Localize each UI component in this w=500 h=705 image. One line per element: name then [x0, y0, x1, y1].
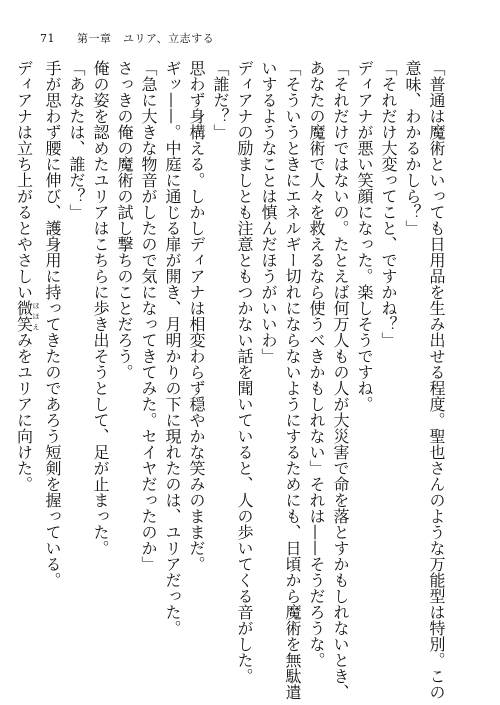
ruby-word [14, 300, 40, 332]
page-header [40, 30, 214, 46]
text-line: 「そういうときにエネルギー切れにならないようにするためにも、日頃から魔術を無駄遣 [283, 60, 302, 700]
text-line: 「急に大きな物音がしたので気になってきてみた。セイヤだったのか」 [139, 60, 158, 572]
page-number: 71 [40, 32, 55, 45]
text-line: 意味、わかるかしら？」 [403, 60, 422, 236]
text-line: 「それだけではないの。たとえば何万人もの人が大災害で命を落とすかもしれないとき、 [331, 60, 350, 700]
text-line-last [12, 60, 41, 660]
text-line: 「それだけ大変ってこと、ですかね？」 [379, 60, 398, 348]
text-segment: みをユリアに向けた。 [14, 332, 34, 492]
text-line: ディアナが悪い笑顔になった。楽しそうですね。 [355, 60, 374, 412]
text-line: ディアナの励ましとも注意ともつかない話を聞いていると、人の歩いてくる音がした。 [235, 60, 254, 684]
chapter-title: 第一章 ユリア、立志する [77, 32, 215, 45]
text-line: あなたの魔術で人々を救えるなら使うべきかもしれない」それは——そうだろうな。 [307, 60, 326, 668]
text-line: いするようなことは慎んだほうがいいわ」 [259, 60, 278, 364]
ruby-base: 微笑 [14, 300, 34, 332]
text-line: 思わず身構える。しかしディアナは相変わらず穏やかな笑みのままだ。 [187, 60, 206, 572]
text-line: 「普通は魔術といっても日用品を生み出せる程度。聖也さんのような万能型は特別。この [427, 60, 446, 700]
text-line: さっきの俺の魔術の試し撃ちのことだろう。 [115, 60, 134, 380]
text-line: 「あなたは、誰だ？」 [67, 60, 86, 220]
text-line: 俺の姿を認めたユリアはこちらに歩き出そうとして、足が止まった。 [91, 60, 110, 556]
text-segment: ディアナは立ち上がるとやさしい [14, 60, 34, 300]
text-line: ギッ——。中庭に通じる扉が開き、月明かりの下に現れたのは、ユリアだった。 [163, 60, 182, 636]
text-line: 手が思わず腰に伸び、護身用に持ってきたのであろう短剣を握っている。 [43, 60, 62, 588]
ruby-reading: ほほえ [32, 300, 40, 332]
text-line: 「誰だ？」 [211, 60, 230, 140]
body-text [12, 60, 449, 700]
